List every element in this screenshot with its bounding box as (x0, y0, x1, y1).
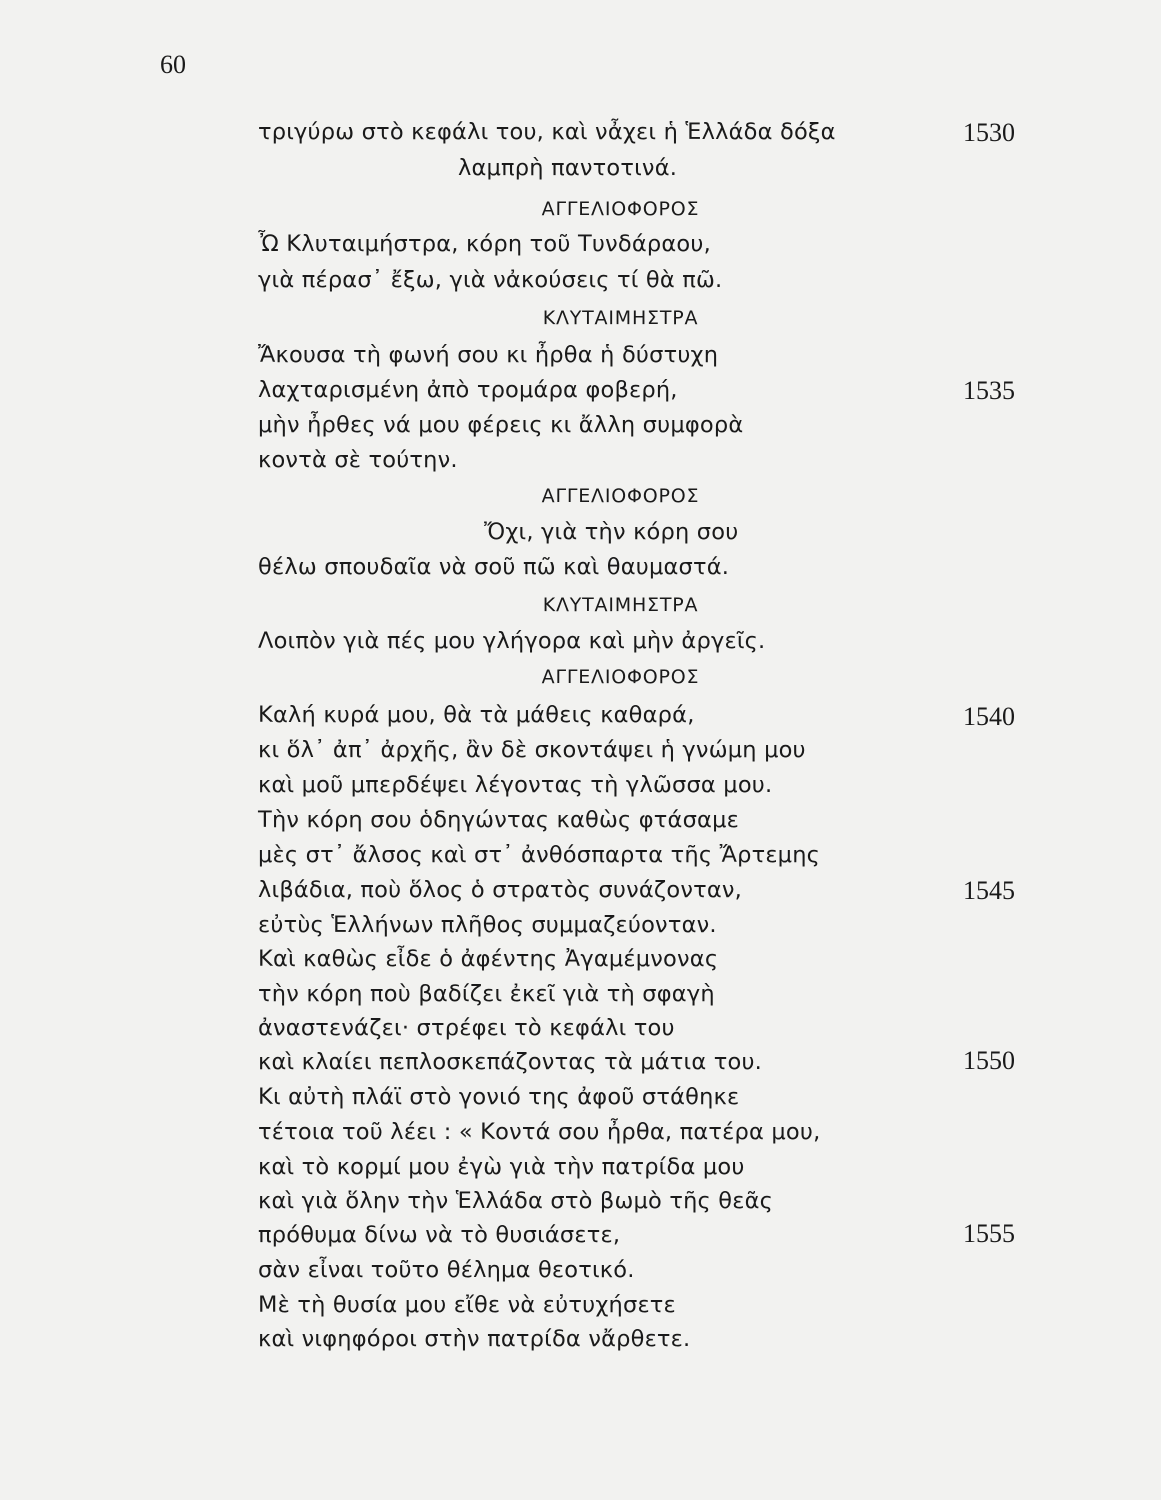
page-number: 60 (160, 50, 186, 79)
verse-line: καὶ μοῦ μπερδέψει λέγοντας τὴ γλῶσσα μου. (258, 772, 773, 798)
verse-line: τὴν κόρη ποὺ βαδίζει ἐκεῖ γιὰ τὴ σφαγὴ (258, 981, 715, 1007)
verse-line: λαχταρισμένη ἀπὸ τρομάρα φοβερή, (258, 377, 678, 403)
verse-line: λαμπρὴ παντοτινά. (458, 155, 678, 181)
speaker-name: ΑΓΓΕΛΙΟΦΟΡΟΣ (541, 666, 700, 688)
verse-line: λιβάδια, ποὺ ὅλος ὁ στρατὸς συνάζονταν, (258, 877, 742, 903)
verse-line: τέτοια τοῦ λέει : « Κοντά σου ἦρθα, πατέρα μου, (258, 1119, 821, 1145)
verse-line: σὰν εἶναι τοῦτο θέλημα θεοτικό. (258, 1257, 635, 1283)
speaker-name: ΑΓΓΕΛΙΟΦΟΡΟΣ (541, 198, 700, 220)
verse-line: τριγύρω στὸ κεφάλι του, καὶ νἆχει ἡ Ἑλλάδα δόξα (258, 119, 836, 145)
verse-line: μὲς στ᾽ ἄλσος καὶ στ᾽ ἀνθόσπαρτα τῆς Ἄρτεμης (258, 842, 821, 868)
verse-line: θέλω σπουδαῖα νὰ σοῦ πῶ καὶ θαυμαστά. (258, 554, 730, 580)
verse-line: Μὲ τὴ θυσία μου εἴθε νὰ εὐτυχήσετε (258, 1292, 676, 1318)
verse-line: καὶ τὸ κορμί μου ἐγὼ γιὰ τὴν πατρίδα μου (258, 1154, 745, 1180)
line-number: 1530 (963, 118, 1015, 147)
speaker-name: ΑΓΓΕΛΙΟΦΟΡΟΣ (541, 485, 700, 507)
verse-line: Καλή κυρά μου, θὰ τὰ μάθεις καθαρά, (258, 702, 695, 728)
verse-line: Κι αὐτὴ πλάϊ στὸ γονιό της ἀφοῦ στάθηκε (258, 1084, 740, 1110)
line-number: 1550 (963, 1046, 1015, 1075)
verse-line: καὶ γιὰ ὅλην τὴν Ἑλλάδα στὸ βωμὸ τῆς θεᾶς (258, 1188, 774, 1214)
speaker-name: ΚΛΥΤΑΙΜΗΣΤΡΑ (542, 307, 699, 329)
verse-line: καὶ νιφηφόροι στὴν πατρίδα νἄρθετε. (258, 1326, 691, 1352)
line-number: 1535 (963, 376, 1015, 405)
verse-line: πρόθυμα δίνω νὰ τὸ θυσιάσετε, (258, 1222, 621, 1248)
verse-line: Λοιπὸν γιὰ πές μου γλήγορα καὶ μὴν ἀργεῖς. (258, 628, 766, 654)
line-number: 1540 (963, 702, 1015, 731)
verse-line: καὶ κλαίει πεπλοσκεπάζοντας τὰ μάτια του. (258, 1049, 763, 1075)
verse-line: Ἄκουσα τὴ φωνή σου κι ἦρθα ἡ δύστυχη (258, 342, 719, 368)
verse-line: Ὄχι, γιὰ τὴν κόρη σου (484, 519, 739, 545)
verse-line: εὐτὺς Ἑλλήνων πλῆθος συμμαζεύονταν. (258, 912, 717, 938)
line-number: 1555 (963, 1219, 1015, 1248)
verse-line: ἀναστενάζει· στρέφει τὸ κεφάλι του (258, 1015, 675, 1041)
verse-line: Ὦ Κλυταιμήστρα, κόρη τοῦ Τυνδάραου, (258, 231, 711, 257)
verse-line: κι ὅλ᾽ ἀπ᾽ ἀρχῆς, ἂν δὲ σκοντάψει ἡ γνώμη μου (258, 737, 806, 763)
speaker-name: ΚΛΥΤΑΙΜΗΣΤΡΑ (542, 594, 699, 616)
line-number: 1545 (963, 876, 1015, 905)
verse-line: κοντὰ σὲ τούτην. (258, 447, 458, 473)
verse-line: Τὴν κόρη σου ὁδηγώντας καθὼς φτάσαμε (258, 807, 739, 833)
verse-line: Καὶ καθὼς εἶδε ὁ ἀφέντης Ἀγαμέμνονας (258, 946, 719, 972)
verse-line: γιὰ πέρασ᾽ ἔξω, γιὰ νἀκούσεις τί θὰ πῶ. (258, 267, 723, 293)
verse-line: μὴν ἦρθες νά μου φέρεις κι ἄλλη συμφορὰ (258, 412, 744, 438)
